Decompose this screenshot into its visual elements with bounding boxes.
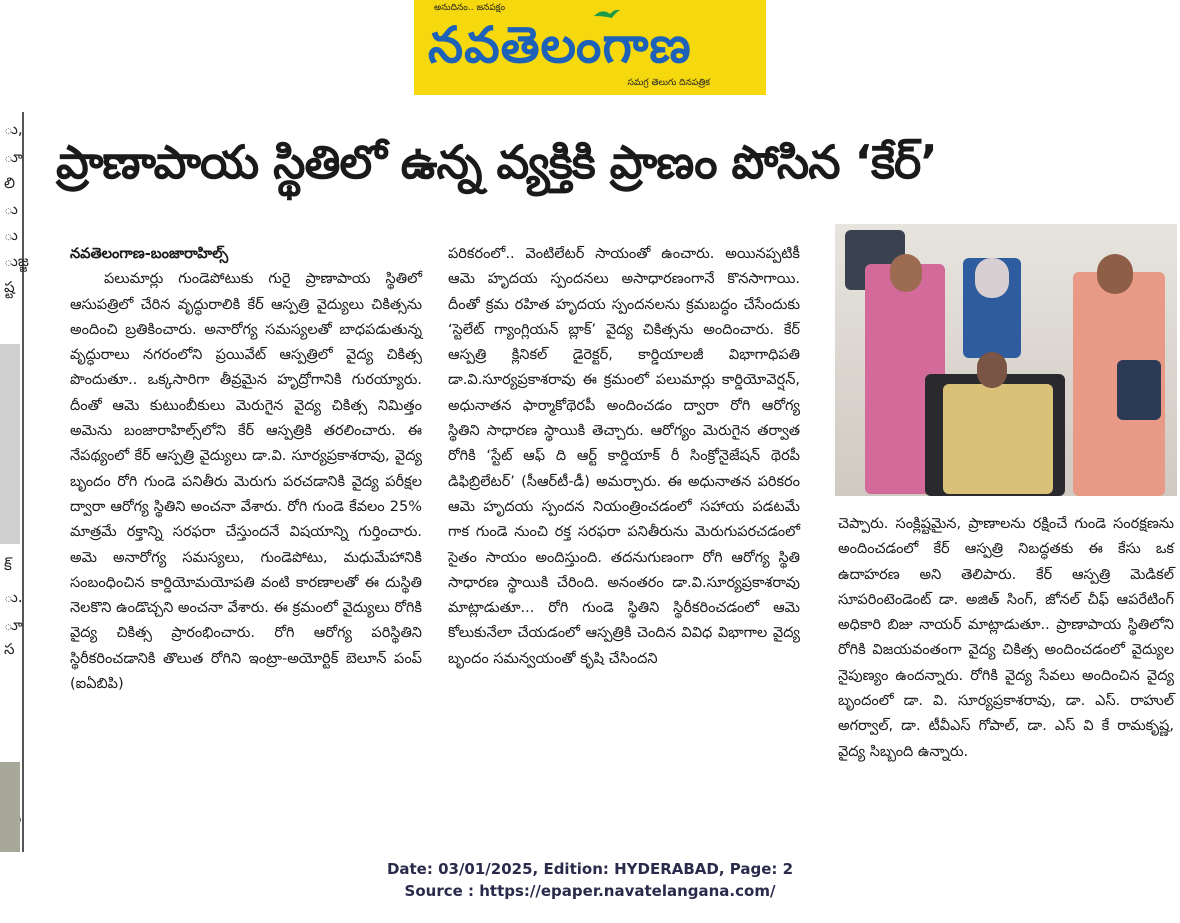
article-column-3	[838, 512, 1174, 765]
photo-fragment	[0, 344, 20, 544]
footer	[0, 858, 1180, 902]
text-fragment: ు.	[4, 588, 23, 606]
article-column-1	[70, 242, 422, 697]
device-shape	[1117, 360, 1161, 420]
masthead-logo	[414, 0, 766, 95]
column-divider	[22, 112, 24, 852]
text-fragment: లి	[4, 174, 15, 192]
text-fragment: స	[4, 640, 15, 658]
person-head	[890, 254, 922, 292]
text-fragment: ు	[4, 226, 18, 244]
person-head	[1097, 254, 1133, 294]
text-fragment: ు	[4, 200, 18, 218]
article-paragraph: పలుమార్లు గుండెపోటుకు గురై ప్రాణాపాయ స్థితిలో ఆసుపత్రిలో చేరిన వృద్ధురాలికి కేర్ ఆస్పత్రి వైద్యులు చికిత్సను అందించి బ్రతికించారు. అనారోగ్య సమస్యలతో బాధపడుతున్న వృద్ధురాలు నగరంలోని ప్రయివేట్ ఆస్పత్రిలో వైద్య చికిత్స పొందుతూ.. ఒక్కసారిగా తీవ్రమైన హృద్రోగానికి గురయ్యారు. దీంతో ఆమె కుటుంబీకులు మెరుగైన వైద్య చికిత్స నిమిత్తం అమెను బంజారాహిల్స్‌లోని కేర్ ఆస్పత్రికి తరలించారు. ఈ నేపథ్యంలో కేర్ ఆస్పత్రి వైద్యులు డా.వి. సూర్యప్రకాశరావు, వైద్య బృందం రోగి గుండె పనితీరు మెరుగు పరచడానికి వైద్య పరీక్షల ద్వారా ఆరోగ్య స్థితిని అంచనా వేశారు. రోగి గుండె కేవలం 25% మాత్రమే రక్తాన్ని సరఫరా చేస్తుందనే విషయాన్ని గుర్తించారు. అమె అనారోగ్య సమస్యలు, గుండెపోటు, మధుమేహానికి సంబంధించిన కార్డియోమయోపతి వంటి కారణాలతో ఈ దుస్థితి నెలకొని ఉండొచ్చని అంచనా వేశారు. ఈ క్రమంలో వైద్యులు రోగికి వైద్య చికిత్స ప్రారంభించారు. రోగి ఆరోగ్య పరిస్థితిని స్థిరీకరించడానికి తొలుత రోగిని ఇంట్రా-అయోర్టిక్ బెలూన్ పంప్ (ఐఏబిపి)	[70, 271, 422, 693]
masthead-name: నవతెలంగాణ	[428, 16, 692, 74]
person-head	[975, 258, 1009, 298]
text-fragment: క్	[4, 556, 12, 574]
text-fragment: ుజ్జ	[4, 252, 29, 270]
photo-fragment	[0, 762, 20, 852]
article-paragraph: చెప్పారు. సంక్లిష్టమైన, ప్రాణాలను రక్షించే గుండె సంరక్షణను అందించడంలో కేర్ ఆస్పత్రి నిబద్ధతకు ఈ కేసు ఒక ఉదాహరణ అని తెలిపారు. కేర్ ఆస్పత్రి మెడికల్ సూపరింటెండెంట్ డా. అజిత్ సింగ్, జోనల్ చీఫ్ ఆపరేటింగ్ అధికారి బిజు నాయర్ మాట్లాడుతూ.. ప్రాణాపాయ స్థితిలోని రోగికి విజయవంతంగా వైద్య చికిత్స అందించడంలో వైద్యుల నైపుణ్యం ఉందన్నారు. రోగికి వైద్య సేవలు అందించిన వైద్య బృందంలో డా. వి. సూర్యప్రకాశరావు, డా. ఎస్. రాహుల్ అగర్వాల్, డా. టీవీఎస్ గోపాల్, డా. ఎస్ వి కే రామకృష్ణ, వైద్య సిబ్బంది ఉన్నారు.	[838, 516, 1174, 760]
article-paragraph: పరికరంలో.. వెంటిలేటర్ సాయంతో ఉంచారు. అయినప్పటికీ ఆమె హృదయ స్పందనలు అసాధారణంగానే కొనసాగాయి. దీంతో క్రమ రహిత హృదయ స్పందనలను క్రమబద్ధం చేసేందుకు ‘స్టెలేట్ గ్యాంగ్లియన్ బ్లాక్’ వైద్య చికిత్సను అందించారు. కేర్ ఆస్పత్రి క్లినికల్ డైరెక్టర్, కార్డియాలజీ విభాగాధిపతి డా.వి.సూర్యప్రకాశరావు ఈ క్రమంలో పలుమార్లు కార్డియోవెర్షన్, అధునాతన ఫార్మాకోథెరపీ అందించడం ద్వారా రోగి ఆరోగ్య స్థితిని సాధారణ స్థాయికి తెచ్చారు. ఆరోగ్యం మెరుగైన తర్వాత రోగికి ‘స్టేట్ ఆఫ్ ది ఆర్ట్ కార్డియాక్ రీ సింక్రోనైజేషన్ థెరపీ డిఫిబ్రిలేటర్’ (సీఆర్‌టీ-డీ) అమర్చారు. ఈ అధునాతన పరికరం ఆమె హృదయ స్పందన నియంత్రించడంలో సహాయ పడటమే గాక గుండె నుంచి రక్త సరఫరా పనితీరును మెరుగుపరచడంలో సైతం సాయం అందిస్తుంది. తదనుగుణంగా రోగి ఆరోగ్య స్థితి సాధారణ స్థాయికి చేరింది. అనంతరం డా.వి.సూర్యప్రకాశరావు మాట్లాడుతూ... రోగి గుండె స్థితిని స్థిరీకరించడంలో ఆమె కోలుకునేలా చేయడంలో ఆస్పత్రికి చెందిన వివిధ విభాగాల వైద్య బృందం సమన్వయంతో కృషి చేసిందని	[448, 246, 800, 667]
source-link[interactable]: Source : https://epaper.navatelangana.com/	[404, 882, 776, 900]
article-byline: నవతెలంగాణ-బంజారాహిల్స్	[70, 246, 229, 262]
person-patient	[943, 384, 1053, 494]
edition-info: Date: 03/01/2025, Edition: HYDERABAD, Page: 2	[386, 860, 794, 878]
text-fragment: ూ	[4, 616, 23, 634]
masthead-tagline: అనుదినం.. జనపక్షం	[434, 3, 506, 13]
article-photo	[835, 224, 1177, 496]
text-fragment: ష్ట	[4, 278, 15, 296]
masthead-subtitle: సమగ్ర తెలుగు దినపత్రిక	[627, 78, 710, 88]
text-fragment: ూ	[4, 148, 23, 166]
person-head	[977, 352, 1007, 388]
article-headline: ప్రాణాపాయ స్థితిలో ఉన్న వ్యక్తికి ప్రాణం పోసిన ‘కేర్’	[56, 135, 937, 189]
adjacent-column-fragment	[0, 112, 32, 852]
article-column-2	[448, 242, 800, 672]
text-fragment: ు,	[4, 120, 23, 138]
